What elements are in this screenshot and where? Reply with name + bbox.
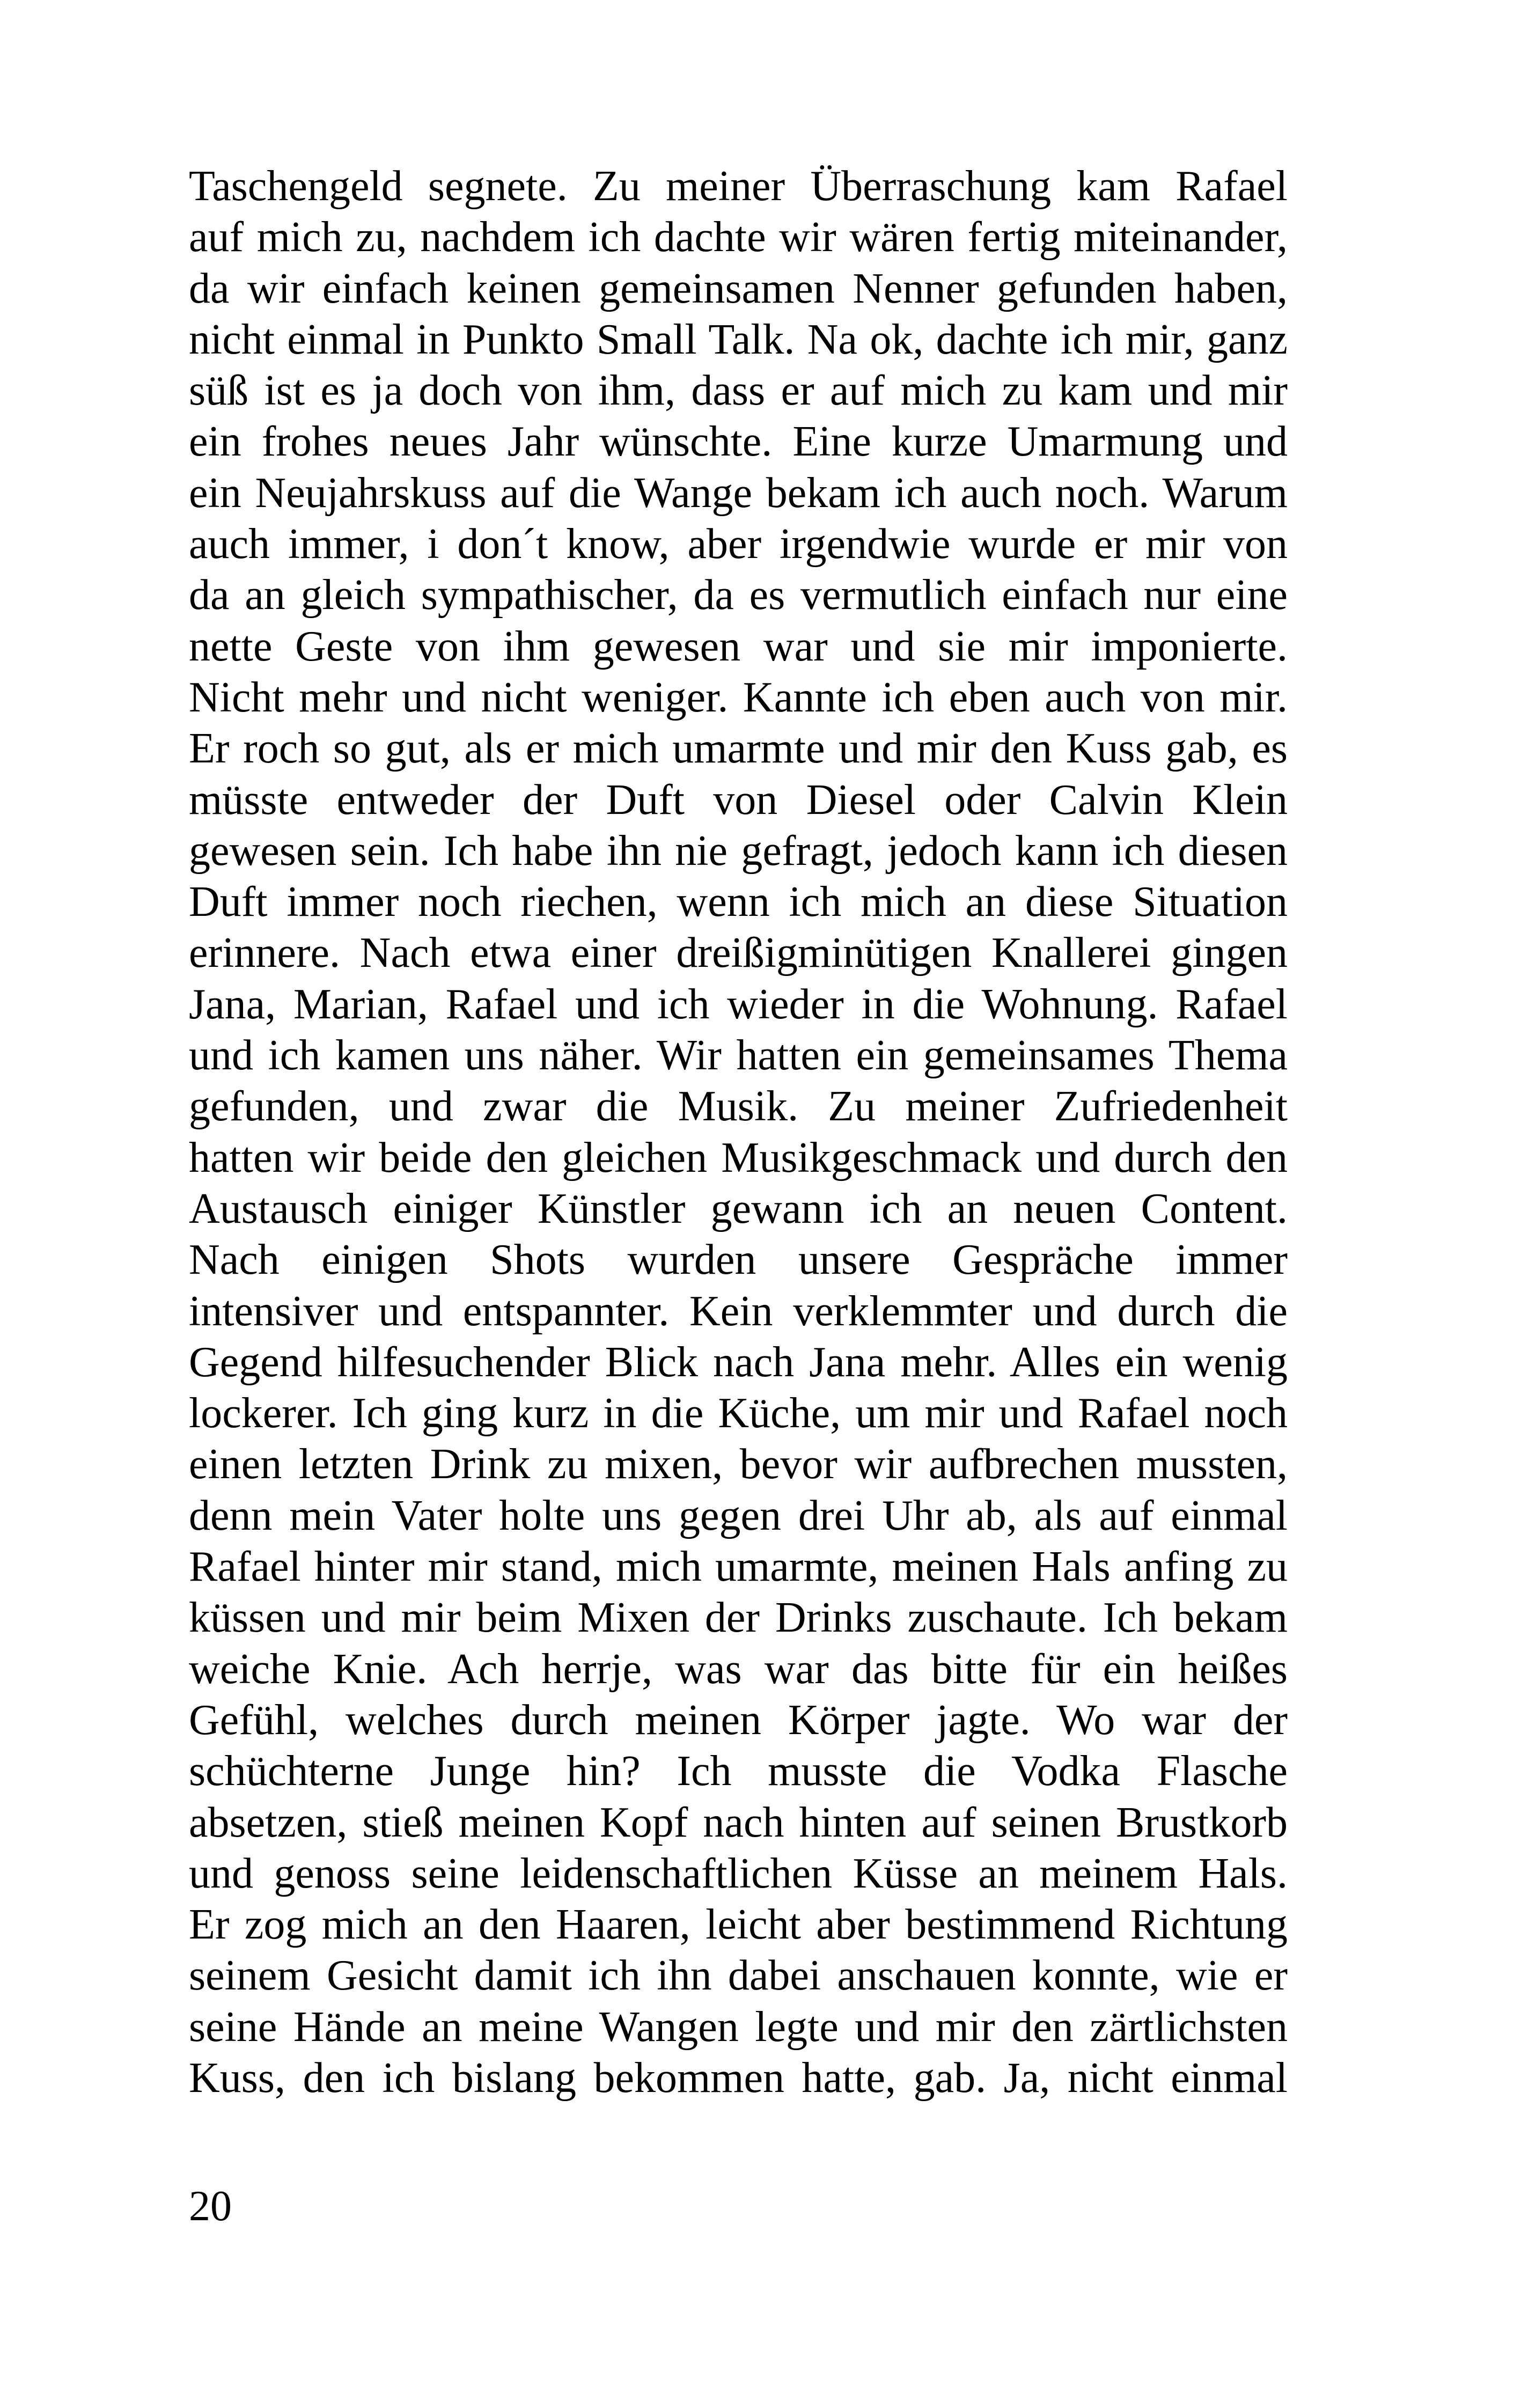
text-line: intensiver und entspannter. Kein verklemmter und durch die [189,1287,1288,1335]
text-line: Rafael hinter mir stand, mich umarmte, meinen Hals anfing zu [189,1543,1288,1591]
text-line: Gegend hilfesuchender Blick nach Jana mehr. Alles ein wenig [189,1338,1288,1386]
text-line: nette Geste von ihm gewesen war und sie mir imponierte. [189,622,1288,670]
text-line: seinem Gesicht damit ich ihn dabei anschauen konnte, wie er [189,1952,1288,2000]
text-line: müsste entweder der Duft von Diesel oder Calvin Klein [189,776,1288,824]
text-line: gefunden, und zwar die Musik. Zu meiner Zufriedenheit [189,1083,1288,1130]
text-line: auf mich zu, nachdem ich dachte wir wären fertig miteinander, [189,214,1288,261]
text-line: da an gleich sympathischer, da es vermutlich einfach nur eine [189,571,1288,619]
text-line: ein Neujahrskuss auf die Wange bekam ich auch noch. Warum [189,469,1288,517]
text-line: Jana, Marian, Rafael und ich wieder in die Wohnung. Rafael [189,980,1288,1028]
text-line: absetzen, stieß meinen Kopf nach hinten auf seinen Brustkorb [189,1798,1288,1846]
text-line: schüchterne Junge hin? Ich musste die Vodka Flasche [189,1748,1288,1795]
text-line: Taschengeld segnete. Zu meiner Überraschung kam Rafael [189,163,1288,210]
text-line: Nach einigen Shots wurden unsere Gespräche immer [189,1236,1288,1284]
text-line: Kuss, den ich bislang bekommen hatte, gab. Ja, nicht einmal [189,2054,1288,2102]
text-line: Austausch einiger Künstler gewann ich an neuen Content. [189,1185,1288,1232]
text-line: da wir einfach keinen gemeinsamen Nenner gefunden haben, [189,265,1288,312]
text-line: erinnere. Nach etwa einer dreißigminütigen Knallerei gingen [189,929,1288,977]
text-line: hatten wir beide den gleichen Musikgeschmack und durch den [189,1134,1288,1181]
text-line: Gefühl, welches durch meinen Körper jagte. Wo war der [189,1696,1288,1744]
text-line: und ich kamen uns näher. Wir hatten ein gemeinsames Thema [189,1032,1288,1080]
text-line: Duft immer noch riechen, wenn ich mich an diese Situation [189,878,1288,926]
text-line: seine Hände an meine Wangen legte und mir den zärtlichsten [189,2003,1288,2051]
text-line: weiche Knie. Ach herrje, was war das bitte für ein heißes [189,1645,1288,1693]
body-text [189,161,1288,2104]
text-line: denn mein Vater holte uns gegen drei Uhr ab, als auf einmal [189,1492,1288,1539]
text-line: Nicht mehr und nicht weniger. Kannte ich eben auch von mir. [189,673,1288,721]
text-line: und genoss seine leidenschaftlichen Küsse an meinem Hals. [189,1849,1288,1897]
text-line: küssen und mir beim Mixen der Drinks zuschaute. Ich bekam [189,1594,1288,1642]
text-line: süß ist es ja doch von ihm, dass er auf mich zu kam und mir [189,367,1288,415]
page-number: 20 [189,2183,232,2230]
text-line: Er roch so gut, als er mich umarmte und mir den Kuss gab, es [189,725,1288,773]
text-line: lockerer. Ich ging kurz in die Küche, um mir und Rafael noch [189,1390,1288,1437]
text-line: ein frohes neues Jahr wünschte. Eine kurze Umarmung und [189,418,1288,466]
text-line: gewesen sein. Ich habe ihn nie gefragt, jedoch kann ich diesen [189,827,1288,875]
text-line: nicht einmal in Punkto Small Talk. Na ok, dachte ich mir, ganz [189,315,1288,363]
text-line: einen letzten Drink zu mixen, bevor wir aufbrechen mussten, [189,1441,1288,1488]
text-line: Er zog mich an den Haaren, leicht aber bestimmend Richtung [189,1901,1288,1949]
text-line: auch immer, i don´t know, aber irgendwie wurde er mir von [189,520,1288,568]
